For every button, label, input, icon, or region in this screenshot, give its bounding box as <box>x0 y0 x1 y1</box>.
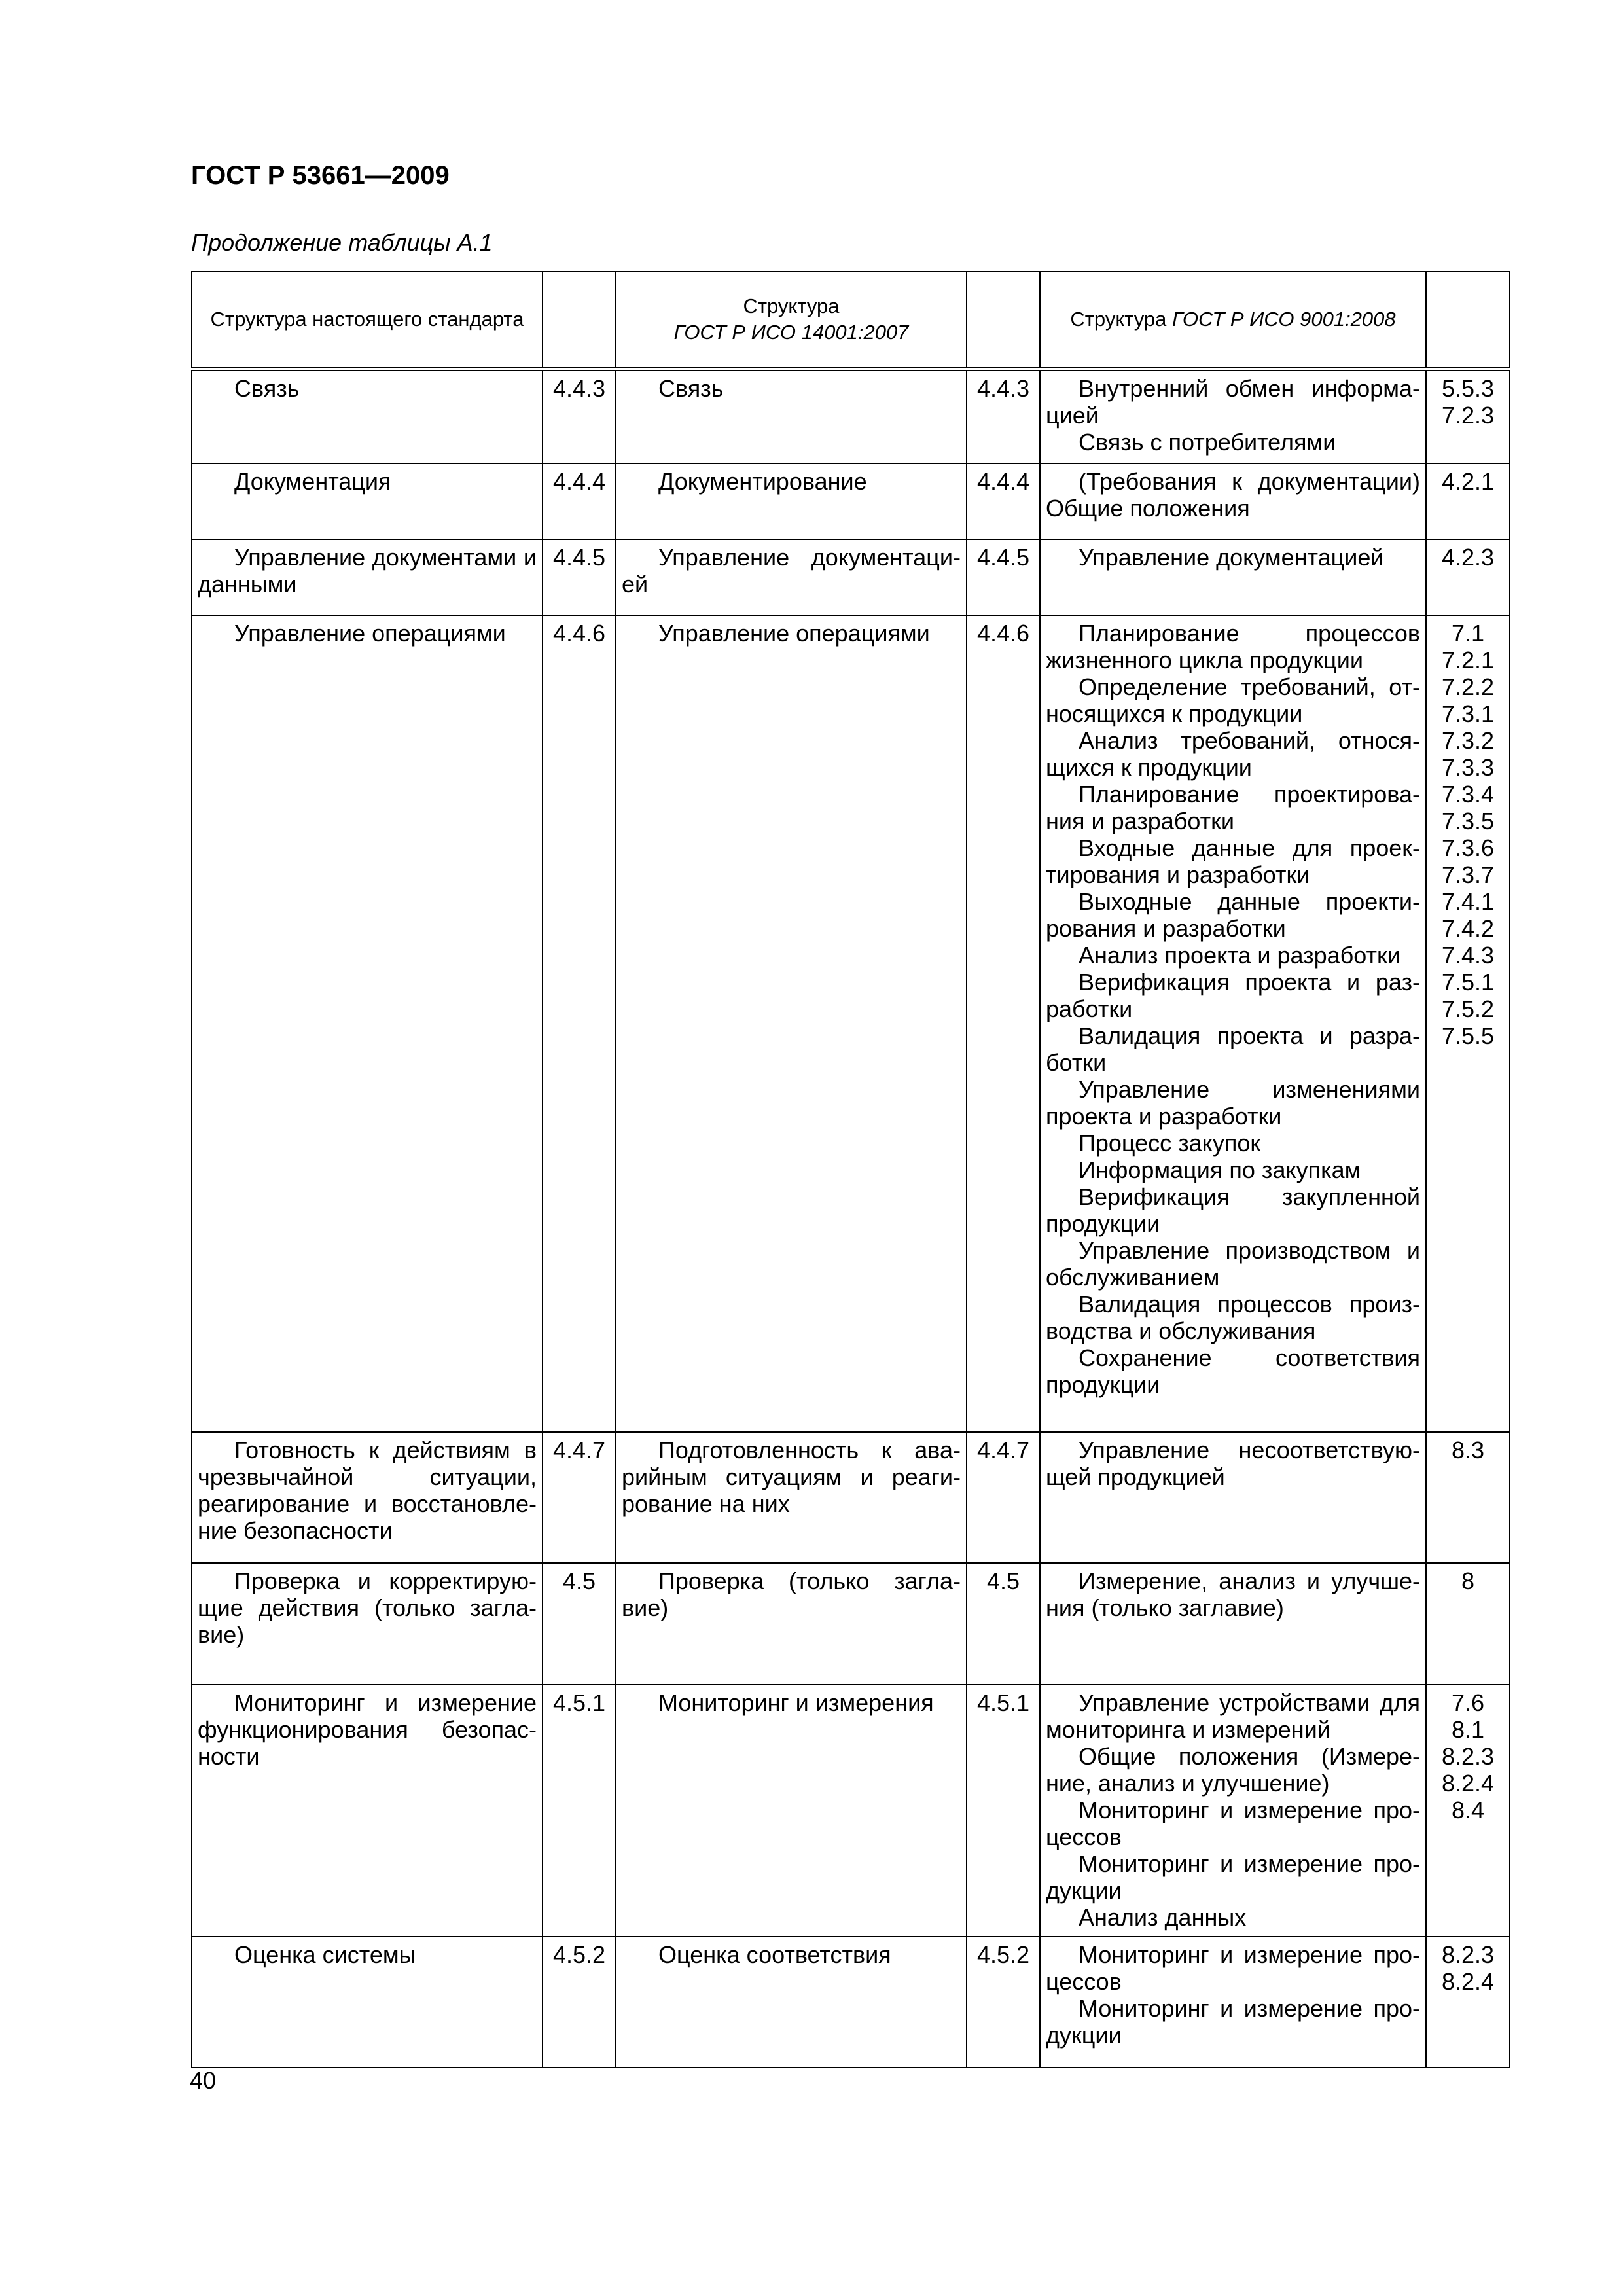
table-header-row <box>192 272 1510 369</box>
iso9001-item: Мониторинг и измерение про-дукции <box>1046 1994 1420 2049</box>
iso9001-item-code: 7.5.1 <box>1441 968 1495 996</box>
standard-code-text: 4.4.5 <box>552 543 606 571</box>
standard-code <box>543 615 616 1432</box>
iso9001-item-code: 7.4.3 <box>1441 941 1495 969</box>
iso9001-item-code: 5.5.3 <box>1441 375 1495 402</box>
iso9001-item: Управление устройствами для мониторинга и измерений <box>1046 1689 1420 1743</box>
iso14001-code <box>967 615 1040 1432</box>
iso9001-item-code: 8.2.3 <box>1441 1742 1495 1770</box>
iso9001-codes <box>1426 369 1510 463</box>
iso9001-codes <box>1426 615 1510 1432</box>
iso9001-item: Выходные данные проекти-рования и разработки <box>1046 888 1420 942</box>
standard-section <box>192 615 543 1432</box>
iso9001-item-code: 7.3.5 <box>1441 807 1495 834</box>
iso14001-section <box>616 1563 967 1685</box>
iso14001-code <box>967 369 1040 463</box>
iso9001-item-code: 7.6 <box>1451 1689 1485 1716</box>
standard-section <box>192 1685 543 1937</box>
iso9001-item: Управление изменениями проекта и разработки <box>1046 1075 1420 1130</box>
iso9001-item-code: 7.4.1 <box>1441 888 1495 915</box>
standard-code <box>543 1432 616 1563</box>
iso9001-item: Процесс закупок <box>1079 1129 1261 1157</box>
iso9001-item-code: 7.3.7 <box>1441 861 1495 888</box>
iso9001-item-code: 7.1 <box>1451 619 1485 647</box>
iso9001-sections <box>1040 1563 1426 1685</box>
table-row <box>192 1685 1510 1937</box>
iso9001-item: Анализ требований, относя-щихся к продукции <box>1046 726 1420 781</box>
iso9001-item-code: 7.3.4 <box>1441 780 1495 808</box>
iso9001-item: Внутренний обмен информа-цией <box>1046 375 1420 429</box>
iso9001-item: Анализ данных <box>1079 1903 1247 1931</box>
iso9001-item-code: 8.2.4 <box>1441 1769 1495 1797</box>
iso14001-code-text: 4.4.3 <box>976 375 1030 402</box>
iso9001-item: Входные данные для проек-тирования и разработки <box>1046 834 1420 888</box>
iso9001-item-code: 7.5.5 <box>1441 1022 1495 1049</box>
standard-code-text: 4.5.1 <box>552 1689 606 1716</box>
standard-section-text: Связь <box>234 375 300 402</box>
standard-section-text: Готовность к действиям в чрезвычайной ситуации, реагирование и восстановле-ние безопасности <box>198 1436 537 1544</box>
iso9001-sections <box>1040 615 1426 1432</box>
iso9001-codes <box>1426 1563 1510 1685</box>
table-caption: Продолжение таблицы А.1 <box>191 229 493 256</box>
iso14001-section-text: Подготовленность к ава-рийным ситуациям и реаги-рование на них <box>622 1436 961 1517</box>
iso14001-section-text: Связь <box>658 375 724 402</box>
iso9001-codes <box>1426 463 1510 539</box>
iso9001-item-code: 7.2.2 <box>1441 673 1495 700</box>
iso14001-section-text: Управление операциями <box>658 619 930 647</box>
standard-code-text: 4.5 <box>562 1567 596 1594</box>
header-this-standard: Структура настоящего стандарта <box>192 272 543 369</box>
standard-section <box>192 369 543 463</box>
iso9001-item: Планирование проектирова-ния и разработки <box>1046 780 1420 834</box>
standard-code-text: 4.4.6 <box>552 619 606 647</box>
standard-section-text: Оценка системы <box>234 1941 416 1968</box>
iso9001-item-code: 8 <box>1461 1567 1475 1594</box>
iso14001-section <box>616 1937 967 2068</box>
standard-code <box>543 369 616 463</box>
standard-section <box>192 1432 543 1563</box>
header-iso-14001: Структура ГОСТ Р ИСО 14001:2007 <box>616 272 967 369</box>
iso9001-item: Общие положения (Измере-ние, анализ и улучшение) <box>1046 1742 1420 1797</box>
iso9001-item-code: 7.2.3 <box>1441 402 1495 429</box>
iso9001-item-code: 7.3.1 <box>1441 700 1495 727</box>
iso9001-item: Анализ проекта и разработки <box>1079 941 1400 969</box>
iso14001-section-text: Проверка (только загла-вие) <box>622 1567 961 1621</box>
header-code-3 <box>1426 272 1510 369</box>
header-iso-9001: Структура ГОСТ Р ИСО 9001:2008 <box>1040 272 1426 369</box>
table-row <box>192 1563 1510 1685</box>
iso14001-code <box>967 1685 1040 1937</box>
iso9001-item: Верификация проекта и раз-работки <box>1046 968 1420 1022</box>
table-row <box>192 539 1510 615</box>
iso14001-section <box>616 615 967 1432</box>
iso9001-sections <box>1040 539 1426 615</box>
iso9001-sections <box>1040 1937 1426 2068</box>
iso14001-section <box>616 1432 967 1563</box>
iso9001-item-code: 7.5.2 <box>1441 995 1495 1022</box>
iso14001-code-text: 4.5.1 <box>976 1689 1030 1716</box>
iso9001-item-code: 7.3.3 <box>1441 753 1495 781</box>
iso14001-code-text: 4.4.4 <box>976 467 1030 495</box>
iso9001-item-code: 8.1 <box>1451 1715 1485 1743</box>
standard-code <box>543 1685 616 1937</box>
iso9001-item-code: 7.4.2 <box>1441 914 1495 942</box>
iso9001-item-code: 7.3.2 <box>1441 726 1495 754</box>
iso9001-item: Измерение, анализ и улучше-ния (только заглавие) <box>1046 1567 1420 1621</box>
iso9001-item: Управление производством и обслуживанием <box>1046 1236 1420 1291</box>
iso9001-codes <box>1426 1685 1510 1937</box>
iso14001-code <box>967 539 1040 615</box>
standard-section <box>192 1937 543 2068</box>
iso9001-sections <box>1040 1685 1426 1937</box>
standard-code <box>543 1937 616 2068</box>
standard-section-text: Управление операциями <box>234 619 506 647</box>
iso9001-sections <box>1040 369 1426 463</box>
standard-code <box>543 539 616 615</box>
iso9001-item-code: 8.2.3 <box>1441 1941 1495 1968</box>
standard-code <box>543 463 616 539</box>
iso14001-code <box>967 463 1040 539</box>
iso14001-code <box>967 1563 1040 1685</box>
iso9001-item: Управление несоответствую-щей продукцией <box>1046 1436 1420 1490</box>
iso14001-section-text: Мониторинг и измерения <box>658 1689 934 1716</box>
table-body <box>192 369 1510 2068</box>
iso14001-code-text: 4.5.2 <box>976 1941 1030 1968</box>
iso9001-item: Управление документацией <box>1079 543 1384 571</box>
standard-code-text: 4.4.4 <box>552 467 606 495</box>
iso9001-item: (Требования к документации) Общие положения <box>1046 467 1420 522</box>
iso9001-item: Связь с потребителями <box>1079 429 1336 456</box>
standard-code-text: 4.5.2 <box>552 1941 606 1968</box>
iso14001-section-text: Документирование <box>658 467 867 495</box>
iso9001-item: Верификация закупленной продукции <box>1046 1183 1420 1237</box>
iso9001-item: Валидация процессов произ-водства и обслуживания <box>1046 1290 1420 1344</box>
iso9001-codes <box>1426 1937 1510 2068</box>
standard-section <box>192 463 543 539</box>
iso14001-code-text: 4.4.6 <box>976 619 1030 647</box>
iso9001-item-code: 8.4 <box>1451 1796 1485 1823</box>
table-row <box>192 463 1510 539</box>
header-code-1 <box>543 272 616 369</box>
iso9001-item: Мониторинг и измерение про-цессов <box>1046 1796 1420 1850</box>
iso14001-section-text: Оценка соответствия <box>658 1941 891 1968</box>
iso9001-sections <box>1040 463 1426 539</box>
iso9001-item: Сохранение соответствия продукции <box>1046 1344 1420 1398</box>
page-number: 40 <box>190 2067 217 2094</box>
iso14001-code-text: 4.5 <box>986 1567 1020 1594</box>
iso9001-item: Мониторинг и измерение про-цессов <box>1046 1941 1420 1995</box>
standard-section-text: Управление документами и данными <box>198 543 537 598</box>
standard-code-text: 4.4.7 <box>552 1436 606 1463</box>
table-row <box>192 615 1510 1432</box>
iso9001-item-code: 4.2.3 <box>1441 543 1495 571</box>
standard-code <box>543 1563 616 1685</box>
iso9001-item: Планирование процессов жизненного цикла продукции <box>1046 619 1420 673</box>
table-row <box>192 1937 1510 2068</box>
table-row <box>192 1432 1510 1563</box>
iso9001-item: Информация по закупкам <box>1079 1156 1361 1183</box>
iso9001-item: Мониторинг и измерение про-дукции <box>1046 1850 1420 1904</box>
iso9001-codes <box>1426 1432 1510 1563</box>
iso14001-section <box>616 1685 967 1937</box>
iso9001-item-code: 7.3.6 <box>1441 834 1495 861</box>
iso14001-section <box>616 539 967 615</box>
iso14001-code-text: 4.4.5 <box>976 543 1030 571</box>
iso9001-item-code: 8.2.4 <box>1441 1967 1495 1995</box>
table-row <box>192 369 1510 463</box>
iso9001-item-code: 7.2.1 <box>1441 646 1495 673</box>
standard-ref: ГОСТ Р ИСО 9001:2008 <box>1172 308 1396 331</box>
comparison-table <box>191 271 1510 2068</box>
iso14001-code <box>967 1937 1040 2068</box>
standard-code-text: 4.4.3 <box>552 375 606 402</box>
document-title: ГОСТ Р 53661—2009 <box>191 161 450 190</box>
iso9001-item: Определение требований, от-носящихся к продукции <box>1046 673 1420 727</box>
standard-section <box>192 1563 543 1685</box>
standard-section-text: Документация <box>234 467 391 495</box>
iso9001-item: Валидация проекта и разра-ботки <box>1046 1022 1420 1076</box>
iso14001-section <box>616 369 967 463</box>
iso9001-sections <box>1040 1432 1426 1563</box>
standard-section-text: Проверка и корректирую-щие действия (только загла-вие) <box>198 1567 537 1648</box>
iso14001-section <box>616 463 967 539</box>
header-code-2 <box>967 272 1040 369</box>
iso14001-section-text: Управление документаци-ей <box>622 543 961 598</box>
iso14001-code <box>967 1432 1040 1563</box>
standard-section <box>192 539 543 615</box>
iso14001-code-text: 4.4.7 <box>976 1436 1030 1463</box>
standard-section-text: Мониторинг и измерение функционирования безопас-ности <box>198 1689 537 1770</box>
iso9001-item-code: 8.3 <box>1451 1436 1485 1463</box>
iso9001-codes <box>1426 539 1510 615</box>
standard-ref: ГОСТ Р ИСО 14001:2007 <box>673 321 909 344</box>
iso9001-item-code: 4.2.1 <box>1441 467 1495 495</box>
